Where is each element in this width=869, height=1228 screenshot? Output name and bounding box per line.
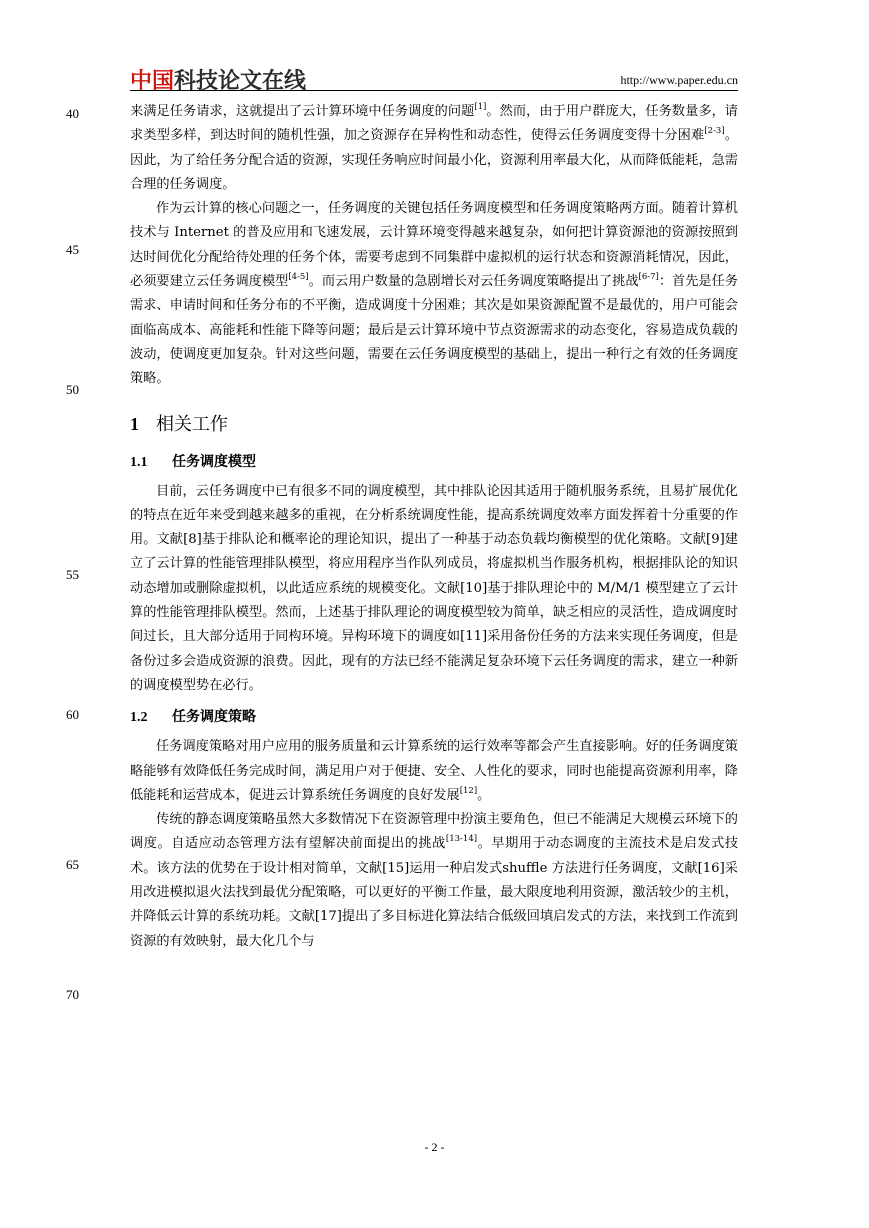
header-rule xyxy=(130,90,738,91)
header-url[interactable]: http://www.paper.edu.cn xyxy=(620,73,738,87)
logo-text: 科技论文在线 xyxy=(174,69,307,94)
line-number: 45 xyxy=(66,242,79,257)
logo-red-text: 中国 xyxy=(130,69,175,94)
line-number: 40 xyxy=(66,106,79,121)
line-number: 50 xyxy=(66,382,79,397)
citation: [6-7] xyxy=(638,272,659,283)
citation: [1] xyxy=(474,102,487,112)
paragraph: 任务调度策略对用户应用的服务质量和云计算系统的运行效率等都会产生直接影响。好的任务调度策略能够有效降低任务完成时间，满足用户对于便捷、安全、人性化的要求，同时也能提高资源利用率，降低能耗和运营成本，促进云计算系统任务调度的良好发展[12]。 xyxy=(130,739,738,803)
paragraph: 目前，云任务调度中已有很多不同的调度模型，其中排队论因其适用于随机服务系统，且易扩展优化的特点在近年来受到越来越多的重视，在分析系统调度性能，提高系统调度效率方面发挥着十分重要的作用。文献[8]基于排队论和概率论的理论知识，提出了一种基于动态负载均衡模型的优化策略。文献[9]建立了云计算的性能管理排队模型，将应用程序当作队列成员，将虚拟机当作服务机构，根据排队论的知识动态增加或删除虚拟机，以此适应系统的规模变化。文献[10]基于排队理论中的 M/M/1 模型建立了云计算的性能管理排队模型。然而，上述基于排队理论的调度模型较为简单，缺乏相应的灵活性，造成调度时间过长，且大部分适用于同构环境。异构环境下的调度如[11]采用备份任务的方法来实现任务调度，但是备份过多会造成资源的浪费。因此，现有的方法已经不能满足复杂环境下云任务调度的需求，建立一种新的调度模型势在必行。 xyxy=(130,483,738,693)
citation: [2-3] xyxy=(704,126,725,137)
paper-body xyxy=(130,100,738,954)
line-number: 55 xyxy=(66,567,79,582)
paragraph: 作为云计算的核心问题之一，任务调度的关键包括任务调度模型和任务调度策略两方面。随着计算机技术与 Internet 的普及应用和飞速发展，云计算环境变得越来越复杂，如何把计算资源池的资源按照到达时间优化分配给待处理的任务个体，需要考虑到不同集群中虚拟机的运行状态和资源消耗情况，因此，必须要建立云任务调度模型[4-5]。而云用户数量的急剧增长对云任务调度策略提出了挑战[6-7]：首先是任务需求、申请时间和任务分布的不平衡，造成调度十分困难；其次是如果资源配置不是最优的，用户可能会面临高成本、高能耗和性能下降等问题；最后是云计算环境中节点资源需求的动态变化，容易造成负载的波动，使调度更加复杂。针对这些问题，需要在云任务调度模型的基础上，提出一种行之有效的任务调度策略。 xyxy=(130,201,739,387)
paragraph: 来满足任务请求，这就提出了云计算环境中任务调度的问题[1]。然而，由于用户群庞大，任务数量多，请求类型多样，到达时间的随机性强，加之资源存在异构性和动态性，使得云任务调度变得十分困难[2-3]。因此，为了给任务分配合适的资源，实现任务响应时间最小化，资源利用率最大化，从而降低能耗，急需合理的任务调度。 xyxy=(130,102,738,192)
citation: [4-5] xyxy=(288,272,309,283)
page-header xyxy=(130,62,738,92)
line-number: 60 xyxy=(66,707,79,722)
citation: [12] xyxy=(459,785,478,796)
section-heading: 1 相关工作 xyxy=(130,413,228,435)
subsection-heading: 1.1 任务调度模型 xyxy=(130,453,256,470)
subsection-heading: 1.2 任务调度策略 xyxy=(130,709,256,726)
citation: [13-14] xyxy=(445,834,478,845)
line-number: 70 xyxy=(66,987,79,1002)
paragraph: 传统的静态调度策略虽然大多数情况下在资源管理中扮演主要角色，但已不能满足大规模云环境下的调度。自适应动态管理方法有望解决前面提出的挑战[13-14]。早期用于动态调度的主流技术是启发式技术。该方法的优势在于设计相对简单，文献[15]运用一种启发式shuffle 方法进行任务调度，文献[16]采用改进模拟退火法找到最优分配策略，可以更好的平衡工作量，最大限度地利用资源，激活较少的主机，并降低云计算的系统功耗。文献[17]提出了多目标进化算法结合低级回填启发式的方法，来找到工作流到资源的有效映射，最大化几个与 xyxy=(130,812,739,949)
page-number: - 2 - xyxy=(424,1140,445,1154)
line-number: 65 xyxy=(66,857,79,872)
